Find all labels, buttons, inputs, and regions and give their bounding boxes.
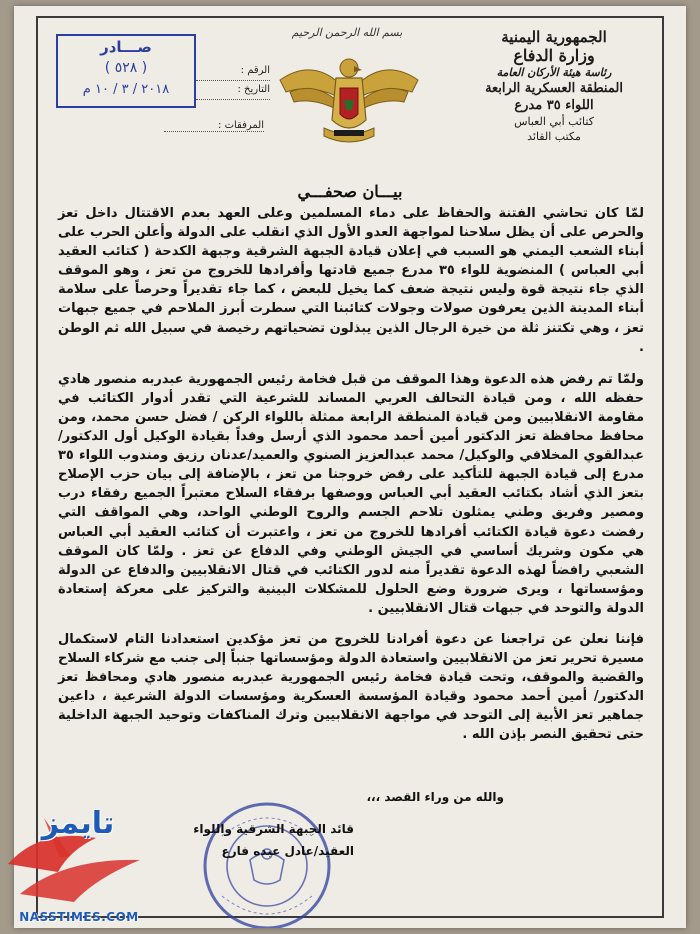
region-name: المنطقة العسكرية الرابعة bbox=[485, 81, 623, 96]
signature-title: قائد الجبهة الشرقية واللواء bbox=[193, 822, 354, 836]
signature-name: العقيد/عادل عبده فارع bbox=[221, 844, 354, 858]
watermark-url: NASSTIMES.COM bbox=[19, 910, 139, 924]
closing-line: والله من وراء القصد ،،، bbox=[366, 790, 504, 804]
signature-block bbox=[154, 818, 354, 862]
office-name: مكتب القائد bbox=[527, 130, 581, 143]
document-page bbox=[14, 6, 686, 928]
round-seal-icon bbox=[192, 796, 342, 928]
paragraph-2: ولمّا تم رفض هذه الدعوة وهذا الموقف من قبل فخامة رئيس الجمهورية عبدربه منصور هادي حفظه الله ، ومن قيادة التحالف العربي المساند للشرعية التي تقدر أدوار الكتائب في مقاومة الانقلابيين ومن قيادة المنطقة الرابعة ممثلة باللواء الركن / فضل حسن محمد، ومن محافظ محافظة تعز الدكتور أمين أحمد محمود الذي أرسل وفداً بقيادة الوكيل أول الدكتور/عبدالقوي المخلافي والوكيل/ محمد عبدالعزيز الصنوي والعميد/عدنان رزيق ومندوب اللواء ٣٥ مدرع إلى قيادة الجبهة للتأكيد على رفض خروجنا من تعز ، بالإضافة إلى بيان حزب الإصلاح بتعز الذي أشاد بكتائب العقيد أبي العباس ووصفها برفقاء السلاح معتبراً الجميع رفقاء درب ومصير وفريق وطني يمثلون تلاحم الجسم والروح الوطني الواحد، وهي المواقف التي رفضت دعوة قيادة الكتائب أفرادها للخروج من تعز ، واعتبرت أن كتائب العقيد أبي العباس هي مكون وشريك أساسي في الجيش الوطني وفي الدفاع عن تعز . ولمّا كان الموقف الشعبي رافضاً لهذه الدعوة تقديراً منه لدور الكتائب في قتال الانقلابيين والدفاع عن الدولة ومؤسساتها ، ويرى ضرورة وضع الحلول للمشكلات البينية والتركيز على معركة إستعادة الدولة والتوحد في جبهات قتال الانقلابيين . bbox=[58, 371, 644, 616]
reference-labels bbox=[196, 62, 270, 100]
republic-name: الجمهورية اليمنية bbox=[501, 28, 607, 46]
number-label: الرقم : bbox=[196, 62, 270, 81]
eagle-emblem-icon bbox=[276, 44, 422, 154]
battalions-name: كتائب أبي العباس bbox=[514, 115, 594, 128]
staff-name: رئاسة هيئة الأركان العامة bbox=[496, 66, 612, 79]
outgoing-stamp bbox=[56, 34, 196, 108]
document-title: بيـــان صحفـــي bbox=[297, 182, 403, 201]
reference-number: ( ٥٢٨ ) bbox=[104, 60, 148, 76]
date-label: التاريخ : bbox=[196, 81, 270, 100]
stamp-title: صـــادر bbox=[100, 38, 152, 56]
basmala: بسم الله الرحمن الرحيم bbox=[291, 26, 403, 39]
brigade-name: اللواء ٣٥ مدرع bbox=[514, 98, 594, 113]
paragraph-3: فإننا نعلن عن تراجعنا عن دعوة أفرادنا للخروج من تعز مؤكدين استعدادنا التام لاستكمال مسيرة تحرير تعز من الانقلابيين واستعادة الدولة ومؤسساتها جنباً إلى جنب مع شركاء السلاح والقضية والموقف، وتحت قيادة فخامة رئيس الجمهورية عبدربه منصور هادي ومحافظ تعز الدكتور/ أمين أحمد محمود وقيادة المؤسسة العسكرية ومؤسسات الدولة الشرعية ، داعين جماهير تعز الأبية إلى التوحد في مواجهة الانقلابيين وترك المناكفات وتوحيد الجبهة الداخلية حتى تحقيق النصر بإذن الله . bbox=[58, 631, 644, 743]
reference-date: ٢٠١٨ / ٣ / ١٠ م bbox=[82, 82, 170, 97]
ministry-name: وزارة الدفاع bbox=[513, 46, 595, 65]
document-body bbox=[58, 204, 644, 751]
watermark-brand: تايمز bbox=[41, 806, 115, 841]
attachments-label: المرفقات : bbox=[164, 120, 264, 132]
paragraph-1: لمّا كان تحاشي الفتنة والحفاظ على دماء المسلمين وعلى العهد بعدم الاقتتال داخل تعز والحرص على أن يظل سلاحنا لمواجهة العدو الأول الذي انقلب على الدولة وأعلن الحرب على أبناء الشعب اليمني هو السبب في إعلان قيادة الجبهة الشرقية وجبهة الكدحة ( كتائب العقيد أبي العباس ) المنضوية للواء ٣٥ مدرع جميع قادتها وأفرادها للخروج من تعز ، وهو الموقف الذي جاء نتيجة قوة وليس نتيجة ضعف كما يخيل للبعض ، كما جاء تقديراً وحرصاً على سلامة أبناء المدينة الذين يعرفون صولات وجولات كتائبنا التي سطرت أبرز الملاحم في جميع جبهات تعز ، وهي تكتنز ثلة من خيرة الرجال الذين يبذلون تضحياتهم رخيصة في سبيل الله ثم الوطن . bbox=[58, 206, 644, 355]
letterhead bbox=[454, 28, 654, 144]
